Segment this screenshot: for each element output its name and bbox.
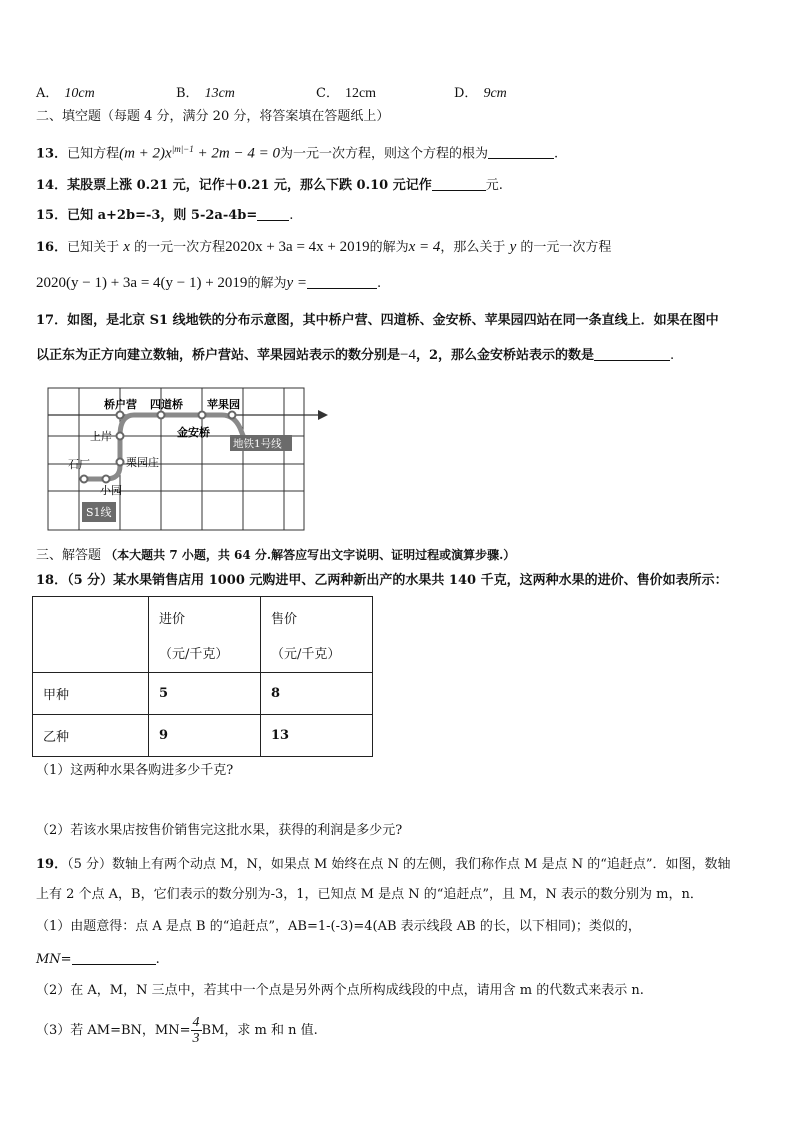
answer-blank[interactable] — [257, 206, 289, 221]
table-header-row — [33, 597, 373, 673]
label-qiaohuying: 桥户营 — [104, 398, 137, 411]
answer-blank[interactable] — [432, 176, 486, 191]
station-liyuanzhuang — [117, 459, 124, 466]
section3-title: 三、解答题 （本大题共 7 小题，共 64 分.解答应写出文字说明、证明过程或演算步骤.） — [36, 548, 516, 563]
question-19-line4: MN= . — [36, 952, 160, 967]
table-row: 乙种 9 13 — [33, 715, 373, 757]
station-pingguoyuan — [229, 412, 236, 419]
question-14: 14．某股票上涨 0.21 元，记作＋0.21 元，那么下跌 0.10 元记作 元. — [36, 178, 503, 193]
table-header-buy: 进价 （元/千克） — [149, 597, 261, 673]
question-19-line6: （3）若 AM=BN，MN= $\frac{4}{3}$ BM，求 m 和 n 值. — [36, 1015, 318, 1046]
answer-blank[interactable] — [307, 274, 377, 289]
label-sidaoqiao: 四道桥 — [150, 398, 183, 411]
option-b: B． 13cm — [176, 86, 235, 101]
question-19-line2: 上有 2 个点 A，B，它们表示的数分别为-3，1，已知点 M 是点 N 的“追赶点”，且 M，N 表示的数分别为 m，n． — [36, 887, 703, 902]
table-row: 甲种 5 8 — [33, 673, 373, 715]
table-corner-cell — [33, 597, 149, 673]
question-19-line5: （2）在 A，M，N 三点中，若其中一个点是另外两个点所构成线段的中点，请用含 m 的代数式来表示 n. — [36, 983, 644, 998]
label-pingguoyuan: 苹果园 — [207, 398, 240, 411]
question-19-line3: （1）由题意得：点 A 是点 B 的“追赶点”，AB=1-(-3)=4(AB 表示线段 AB 的长，以下相同)；类似的， — [36, 919, 641, 934]
answer-blank[interactable] — [72, 950, 156, 965]
s1-route-line — [84, 415, 244, 479]
question-18-sub1: （1）这两种水果各购进多少千克? — [36, 763, 234, 778]
table-header-sell: 售价 （元/千克） — [261, 597, 373, 673]
question-13: 13．已知方程$(m + 2)x^{|m|-1} + 2m - 4 = 0$为一元一次方程，则这个方程的根为 . — [36, 144, 559, 162]
label-shichang: 石厂 — [68, 458, 90, 471]
station-jinanqiao — [199, 412, 206, 419]
question-16-line1: 16．已知关于 x 的一元一次方程2020x + 3a = 4x + 2019的解为x = 4，那么关于 y 的一元一次方程 — [36, 239, 612, 255]
label-xiaoyuan: 小园 — [100, 484, 122, 497]
fruit-price-table — [32, 596, 373, 757]
label-jinanqiao: 金安桥 — [177, 426, 210, 439]
question-17-line2: 以正东为正方向建立数轴，桥户营站、苹果园站表示的数分别是−4，2，那么金安桥站表示的数是 . — [36, 347, 675, 363]
station-sidaoqiao — [158, 412, 165, 419]
section2-title: 二、填空题（每题 4 分，满分 20 分，将答案填在答题纸上） — [36, 109, 390, 124]
station-markers — [81, 412, 236, 483]
option-d: D． 9cm — [454, 86, 507, 101]
label-liyuanzhuang: 栗园庄 — [126, 456, 159, 469]
s1-label: S1线 — [86, 506, 112, 519]
label-shangan: 上岸 — [90, 430, 112, 443]
station-shangan — [117, 433, 124, 440]
subway-map-figure — [44, 384, 334, 534]
question-18: 18．（5 分）某水果销售店用 1000 元购进甲、乙两种新出产的水果共 140 千克，这两种水果的进价、售价如表所示： — [36, 573, 728, 588]
option-c: C． 12cm — [316, 86, 377, 101]
station-shichang — [81, 476, 88, 483]
station-qiaohuying — [117, 412, 124, 419]
question-15: 15．已知 a+2b=-3，则 5-2a-4b= . — [36, 208, 294, 223]
line1-label: 地铁1号线 — [233, 438, 282, 450]
question-17-line1: 17．如图，是北京 S1 线地铁的分布示意图，其中桥户营、四道桥、金安桥、苹果园四站在同一条直线上．如果在图中 — [36, 313, 719, 328]
option-a: A． 10cm — [36, 86, 95, 101]
station-xiaoyuan — [103, 476, 110, 483]
question-18-sub2: （2）若该水果店按售价销售完这批水果，获得的利润是多少元? — [36, 823, 403, 838]
answer-blank[interactable] — [594, 346, 670, 361]
question-16-line2: 2020(y − 1) + 3a = 4(y − 1) + 2019的解为y = . — [36, 275, 382, 291]
answer-blank[interactable] — [488, 144, 554, 159]
fraction-4-3: $\frac{4}{3}$ — [192, 1015, 200, 1046]
question-19-line1: 19．（5 分）数轴上有两个动点 M，N，如果点 M 始终在点 N 的左侧，我们称作点 M 是点 N 的“追赶点”．如图，数轴 — [36, 857, 731, 872]
